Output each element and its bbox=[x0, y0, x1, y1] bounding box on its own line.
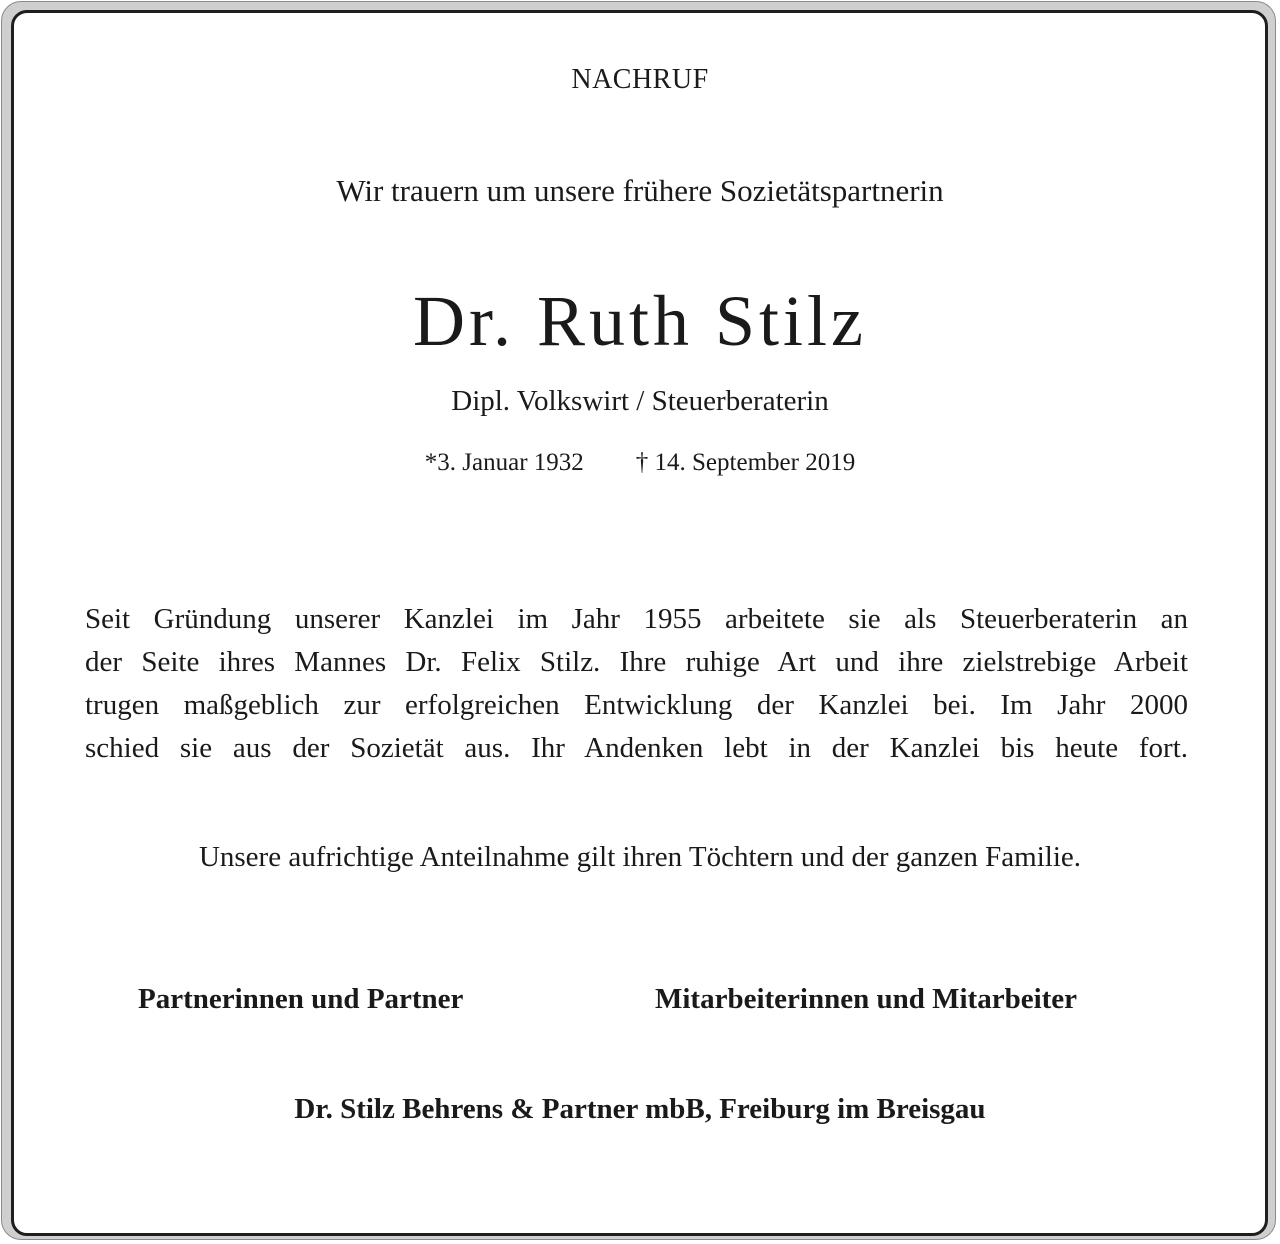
signatory-partners: Partnerinnen und Partner bbox=[138, 983, 464, 1015]
signatory-staff: Mitarbeiterinnen und Mitarbeiter bbox=[655, 983, 1078, 1015]
tribute-paragraph bbox=[85, 598, 1188, 770]
notice-heading: NACHRUF bbox=[571, 64, 709, 95]
tribute-line: schied sie aus der Sozietät aus. Ihr Andenken lebt in der Kanzlei bis heute fort. bbox=[85, 732, 1188, 764]
death-date: † 14. September 2019 bbox=[635, 449, 856, 476]
firm-name: Dr. Stilz Behrens & Partner mbB, Freiburg im Breisgau bbox=[294, 1093, 986, 1125]
condolence-text: Unsere aufrichtige Anteilnahme gilt ihren Töchtern und der ganzen Familie. bbox=[198, 841, 1082, 873]
deceased-name: Dr. Ruth Stilz bbox=[412, 281, 868, 361]
tribute-line: Seit Gründung unserer Kanzlei im Jahr 1955 arbeitete sie als Steuerberaterin an bbox=[85, 603, 1188, 635]
intro-text: Wir trauern um unsere frühere Sozietätspartnerin bbox=[336, 173, 944, 208]
life-dates bbox=[0, 449, 1280, 477]
deceased-profession: Dipl. Volkswirt / Steuerberaterin bbox=[451, 385, 829, 417]
tribute-line: trugen maßgeblich zur erfolgreichen Entwicklung der Kanzlei bei. Im Jahr 2000 bbox=[85, 689, 1188, 721]
birth-date: *3. Januar 1932 bbox=[424, 449, 584, 476]
tribute-line: der Seite ihres Mannes Dr. Felix Stilz. Ihre ruhige Art und ihre zielstrebige Arbeit bbox=[85, 646, 1188, 678]
